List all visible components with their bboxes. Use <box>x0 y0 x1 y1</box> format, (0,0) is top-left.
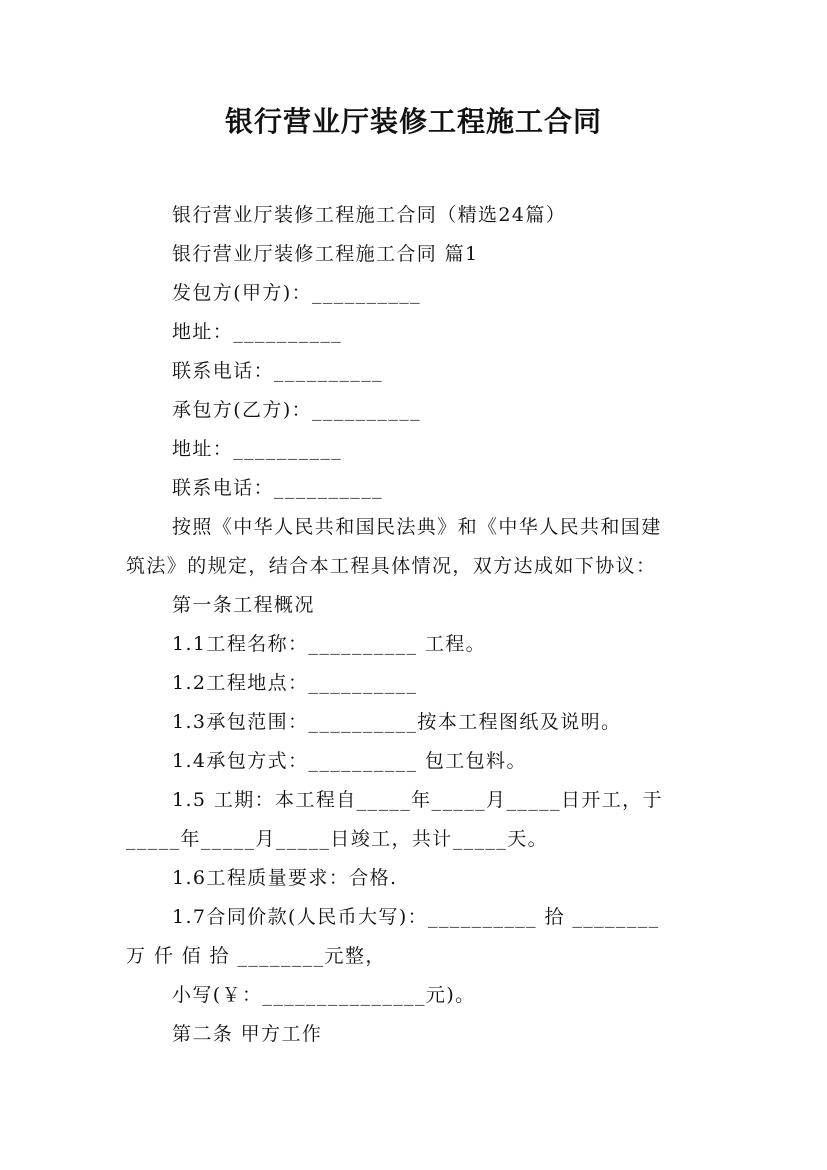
clause-1-5: 1.5 工期：本工程自_____年_____月_____日开工，于 <box>172 789 663 811</box>
doc-subtitle: 银行营业厅装修工程施工合同（精选24篇） <box>172 204 567 226</box>
party-b-address: 地址：__________ <box>172 438 343 460</box>
article-1-heading: 第一条工程概况 <box>172 594 315 616</box>
party-a-line: 发包方(甲方)：__________ <box>172 282 422 304</box>
party-a-address: 地址：__________ <box>172 321 343 343</box>
clause-1-6: 1.6工程质量要求：合格. <box>172 867 398 889</box>
article-2-heading: 第二条 甲方工作 <box>172 1023 323 1045</box>
document-title: 银行营业厅装修工程施工合同 <box>224 105 602 138</box>
preamble-line-2: 筑法》的规定，结合本工程具体情况，双方达成如下协议： <box>126 555 657 577</box>
party-b-line: 承包方(乙方)：__________ <box>172 399 422 421</box>
clause-1-3: 1.3承包范围：__________按本工程图纸及说明。 <box>172 711 622 733</box>
clause-1-4: 1.4承包方式：__________ 包工包料。 <box>172 750 527 772</box>
party-a-phone: 联系电话：__________ <box>172 360 384 382</box>
clause-1-7-small: 小写(￥：_______________元)。 <box>172 984 476 1006</box>
clause-1-7: 1.7合同价款(人民币大写)：__________ 拾 ________ <box>172 906 660 928</box>
clause-1-7-cont: 万 仟 佰 拾 ________元整， <box>126 945 386 967</box>
section-heading: 银行营业厅装修工程施工合同 篇1 <box>172 243 479 265</box>
clause-1-5-cont: _____年_____月_____日竣工，共计_____天。 <box>126 828 549 850</box>
party-b-phone: 联系电话：__________ <box>172 477 384 499</box>
clause-1-2: 1.2工程地点：__________ <box>172 672 418 694</box>
preamble-line-1: 按照《中华人民共和国民法典》和《中华人民共和国建 <box>172 516 662 538</box>
clause-1-1: 1.1工程名称：__________ 工程。 <box>172 633 487 655</box>
